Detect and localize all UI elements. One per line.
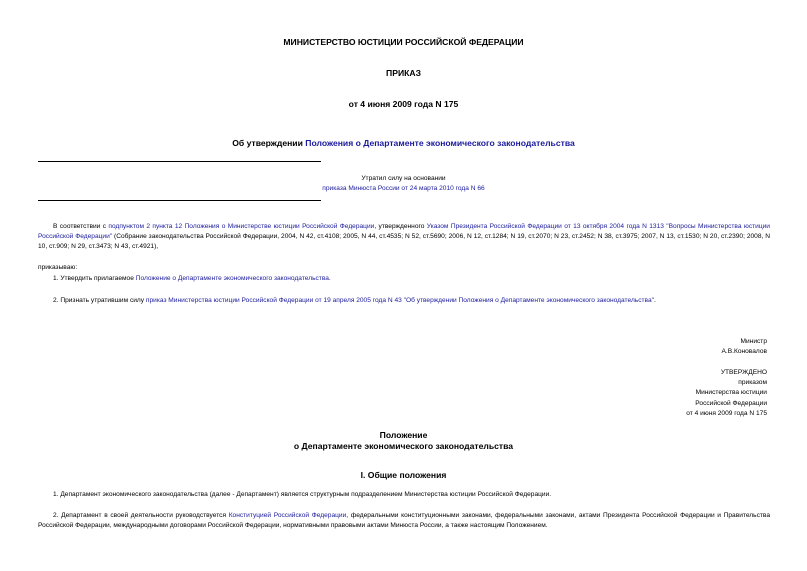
- regulation-title-1: Положение: [379, 430, 428, 440]
- order-item-2: [38, 296, 770, 306]
- doc-title: [0, 138, 807, 148]
- presidential-decree-link[interactable]: Указом Президента Российской Федерации от 13 октября 2004 года N 1313 "Вопросы Министерства юстиции Российской Федерации": [38, 223, 770, 241]
- doc-date-number: от 4 июня 2009 года N 175: [348, 99, 459, 109]
- approval-line-1: УТВЕРЖДЕНО: [720, 369, 767, 376]
- preamble-paragraph: [38, 222, 770, 253]
- regulation-paragraph-1: 1. Департамент экономического законодательства (далее - Департамент) является структурным подразделением Министерства юстиции Российской Федерации.: [53, 491, 552, 498]
- regulation-paragraph-2: [38, 511, 770, 531]
- repealed-order-link[interactable]: приказ Министерства юстиции Российской Федерации от 19 апреля 2005 года N 43 "Об утверждении Положения о Департаменте экономического законодательства": [145, 297, 654, 304]
- signature-name: А.В.Коновалов: [721, 348, 767, 356]
- approval-line-3: Министерства юстиции: [695, 389, 767, 397]
- order-item-2-end: .: [654, 297, 656, 304]
- doc-type-heading: ПРИКАЗ: [386, 68, 421, 78]
- approval-line-5: от 4 июня 2009 года N 175: [686, 409, 767, 417]
- preamble-text-1: В соответствии с: [53, 223, 109, 230]
- approval-line-4: Российской Федерации: [695, 399, 767, 407]
- signature-block: [722, 337, 767, 357]
- regulation-p2-text-2: , федеральными конституционными законами, федеральными законами, актами Президента Российской Федерации и Правительства Российской Федерации, международными договорами Российской Федерации, нормативными правовыми актами Минюста России, а также настоящим Положением.: [38, 512, 771, 530]
- preamble-text-3: (Собрание законодательства Российской Федерации, 2004, N 42, ст.4108; 2005, N 44, ст.4535; N 52, ст.5690; 2006, N 12, ст.1284; N 19, ст.2070; N 23, ст.2452; N 38, ст.3975; 2007, N 13, ст.1530; N 20, ст.2390; 2008, N 10, ст.909; N 29, ст.3473; N 43, ст.4921),: [38, 233, 770, 251]
- preamble-text-2: , утвержденного: [374, 223, 427, 230]
- doc-title-prefix: Об утверждении: [232, 138, 306, 148]
- order-word: приказываю:: [38, 264, 78, 271]
- constitution-link[interactable]: Конституцией Российской Федерации: [228, 512, 347, 519]
- order-item-1-text: 1. Утвердить прилагаемое: [53, 275, 136, 282]
- regulation-p2-text-1: 2. Департамент в своей деятельности руководствуется: [53, 512, 229, 519]
- lost-force-line: Утратил силу на основании: [361, 175, 446, 182]
- section-heading: I. Общие положения: [360, 470, 447, 480]
- signature-position: Министр: [740, 338, 767, 345]
- regulation-title-2: о Департаменте экономического законодательства: [293, 441, 514, 451]
- approval-line-2: приказом: [738, 379, 767, 387]
- regulation-link[interactable]: Положение о Департаменте экономического законодательства: [135, 275, 329, 282]
- regulation-subpoint-link[interactable]: подпунктом 2 пункта 12 Положения о Министерстве юстиции Российской Федерации: [108, 223, 375, 230]
- order-item-2-text: 2. Признать утратившим силу: [53, 297, 146, 304]
- ministry-heading: МИНИСТЕРСТВО ЮСТИЦИИ РОССИЙСКОЙ ФЕДЕРАЦИИ: [283, 37, 524, 47]
- divider-top: [38, 161, 321, 162]
- order-item-1: [38, 274, 770, 284]
- lost-force-link[interactable]: приказа Минюста России от 24 марта 2010 года N 66: [322, 185, 485, 192]
- lost-force-link-row: [0, 184, 807, 194]
- doc-title-link[interactable]: Положения о Департаменте экономического законодательства: [305, 138, 575, 148]
- divider-bottom: [38, 200, 321, 201]
- order-item-1-end: .: [328, 275, 331, 282]
- approval-block: [686, 368, 767, 419]
